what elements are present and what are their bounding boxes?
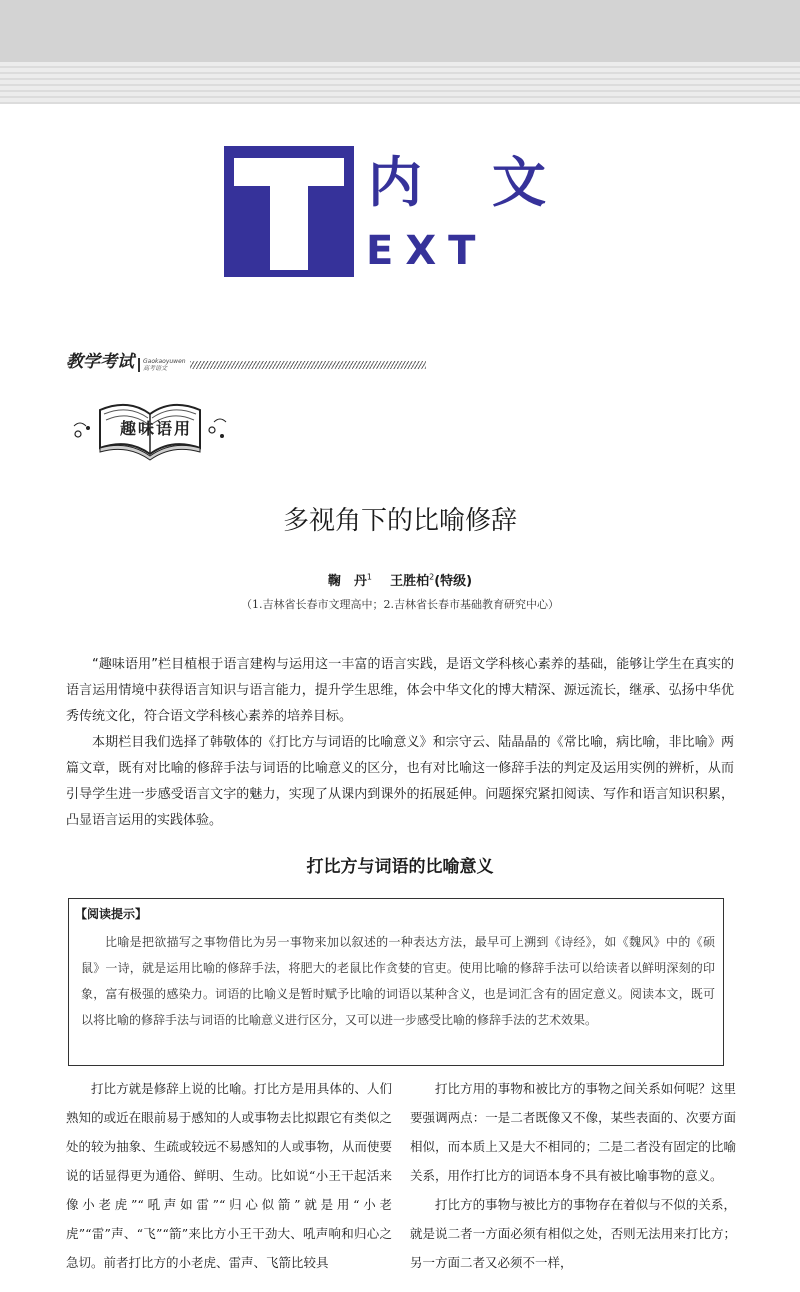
big-letter-logo: [224, 146, 354, 277]
section-title-en: EXT: [366, 228, 488, 274]
reading-tip-text: 比喻是把欲描写之事物借比为另一事物来加以叙述的一种表达方法，最早可上溯到《诗经》，如《魏风》中的《硕鼠》一诗，就是运用比喻的修辞手法，将肥大的老鼠比作贪婪的官吏。使用比喻的修辞手法可以给读者以鲜明深刻的印象，富有极强的感染力。词语的比喻义是暂时赋予比喻的词语以某种含义，也是词汇含有的固定意义。阅读本文，既可以将比喻的修辞手法与词语的比喻意义进行区分，又可以进一步感受比喻的修辞手法的艺术效果。: [81, 935, 715, 1027]
header-solid-band: [0, 0, 800, 62]
author-affiliations: （1.吉林省长春市文理高中；2.吉林省长春市基础教育研究中心）: [241, 598, 559, 611]
section-badge-label: 趣味语用: [119, 419, 192, 438]
article-title: 多视角下的比喻修辞: [282, 506, 517, 536]
column-tag-sub: [138, 358, 186, 372]
column-tag-sub-en: Gaokaoyuwen: [143, 358, 186, 365]
intro-paragraph: “趣味语用”栏目植根于语言建构与运用这一丰富的语言实践，是语文学科核心素养的基础，能够让学生在真实的语言运用情境中获得语言知识与语言能力，提升学生思维，体会中华文化的博大精深、源远流长，继承、弘扬中华优秀传统文化，符合语文学科核心素养的培养目标。: [66, 657, 734, 724]
body-paragraph: 打比方的事物与被比方的事物存在着似与不似的关系，就是说二者一方面必须有相似之处，否则无法用来打比方；另一方面二者又必须不一样，: [410, 1197, 736, 1270]
column-tag-main: 教学考试: [66, 352, 134, 372]
section-heading: 打比方与词语的比喻意义: [306, 857, 494, 877]
body-paragraph: 打比方用的事物和被比方的事物之间关系如何呢？这里要强调两点：一是二者既像又不像，某些表面的、次要方面相似，而本质上又是大不相同的；二是二者没有固定的比喻关系，用作打比方的词语本身不具有被比喻事物的意义。: [410, 1081, 736, 1183]
column-tag: [66, 350, 426, 372]
reading-tip-box: [68, 898, 724, 1066]
author-2: 王胜柏: [390, 574, 430, 589]
t-letter-graphic: [224, 146, 354, 277]
author-1: 鞠 丹: [327, 574, 367, 589]
body-column-right: [410, 1074, 736, 1292]
body-paragraph: 打比方就是修辞上说的比喻。打比方是用具体的、人们熟知的或近在眼前易于感知的人或事物去比拟跟它有类似之处的较为抽象、生疏或较远不易感知的人或事物，从而使要说的话显得更为通俗、鲜明、生动。比如说“小王干起活来像小老虎”“吼声如雷”“归心似箭”就是用“小老虎”“雷”声、“飞”“箭”来比方小王干劲大、吼声响和归心之急切。前者打比方的小老虎、雷声、飞箭比较具: [66, 1081, 392, 1270]
column-tag-hatch: [190, 361, 426, 369]
column-tag-sub-cn: 高考语文: [143, 365, 168, 372]
reading-tip-label: 【阅读提示】: [75, 907, 148, 921]
header-stripe-band: [0, 0, 800, 104]
author-1-sup: 1: [366, 572, 372, 582]
intro-text: [66, 652, 734, 834]
section-badge: [70, 396, 230, 466]
section-title-cn: 内文: [368, 151, 616, 214]
intro-paragraph: 本期栏目我们选择了韩敬体的《打比方与词语的比喻意义》和宗守云、陆晶晶的《常比喻，病比喻，非比喻》两篇文章，既有对比喻的修辞手法与词语的比喻意义的区分，也有对比喻这一修辞手法的判定及运用实例的辨析，从而引导学生进一步感受语言文字的魅力，实现了从课内到课外的拓展延伸。问题探究紧扣阅读、写作和语言知识积累，凸显语言运用的实践体验。: [66, 735, 734, 828]
reading-tip-body: [81, 929, 715, 1033]
author-2-sup: 2: [429, 572, 435, 582]
author-2-note: (特级): [434, 574, 473, 589]
article-authors: [0, 570, 800, 589]
body-column-left: [66, 1074, 392, 1292]
